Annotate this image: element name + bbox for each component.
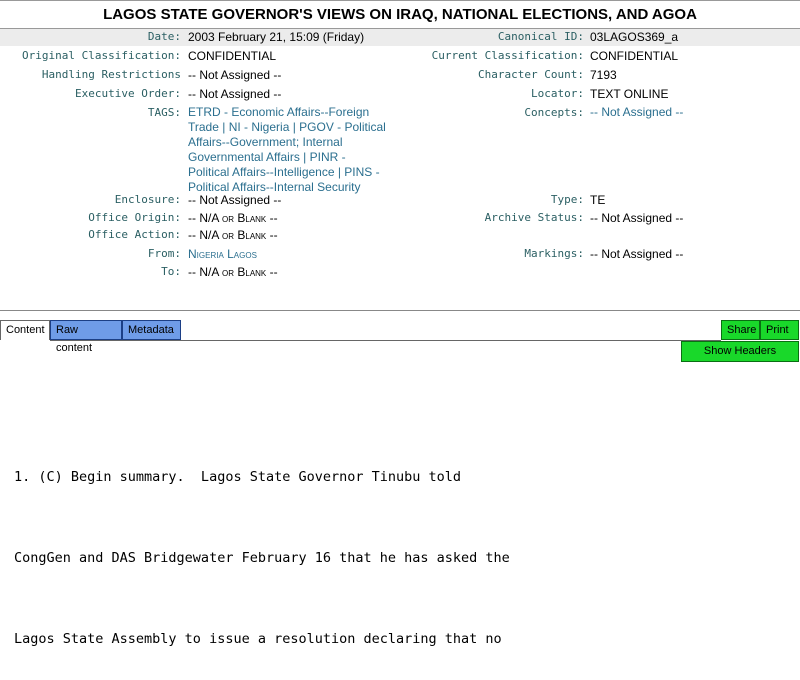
date-value: 2003 February 21, 15:09 (Friday) (188, 30, 365, 44)
executive-order-value: -- Not Assigned -- (188, 87, 282, 101)
office-origin-label: Office Origin: (88, 211, 181, 224)
body-line: 1. (C) Begin summary. Lagos State Governor Tinubu told (14, 469, 462, 485)
office-action-dash-end: -- (269, 228, 278, 242)
executive-order-label: Executive Order: (75, 87, 181, 100)
from-label: From: (147, 247, 181, 260)
markings-label: Markings: (524, 247, 584, 260)
office-action-value (188, 228, 278, 243)
concepts-label: Concepts: (524, 106, 584, 119)
print-button[interactable]: Print (760, 320, 799, 340)
office-action-dash: -- N/A (188, 228, 219, 242)
original-classification-label: Original Classification: (22, 49, 181, 62)
office-action-or: or (222, 228, 235, 242)
from-value[interactable]: Nigeria Lagos (188, 247, 257, 261)
date-label: Date: (147, 30, 181, 43)
tab-raw-content[interactable]: Raw content (50, 320, 122, 340)
tags-line[interactable]: Political Affairs--Intelligence | PINS - (188, 165, 380, 179)
body-line: CongGen and DAS Bridgewater February 16 that he has asked the (14, 550, 510, 566)
tab-metadata[interactable]: Metadata (122, 320, 181, 340)
archive-status-value: -- Not Assigned -- (590, 211, 684, 225)
body-line: Lagos State Assembly to issue a resolution declaring that no (14, 631, 502, 647)
row-office-origin (0, 209, 800, 226)
share-button[interactable]: Share (721, 320, 760, 340)
enclosure-label: Enclosure: (114, 193, 181, 206)
tags-line[interactable]: Affairs--Government; Internal (188, 135, 343, 149)
row-tags (0, 104, 800, 194)
canonical-id-value: 03LAGOS369_a (590, 30, 679, 44)
office-origin-value (188, 211, 278, 226)
tags-line[interactable]: ETRD - Economic Affairs--Foreign (188, 105, 370, 119)
show-headers-button[interactable]: Show Headers (681, 341, 799, 362)
to-or: or (222, 265, 235, 279)
tags-list[interactable] (188, 105, 403, 195)
handling-restrictions-value: -- Not Assigned -- (188, 68, 282, 82)
office-action-blank: Blank (237, 228, 267, 242)
to-label: To: (161, 265, 181, 278)
row-office-action (0, 226, 800, 243)
row-handling (0, 66, 800, 83)
section-divider (0, 310, 800, 311)
to-dash: -- N/A (188, 265, 219, 279)
to-dash-end: -- (269, 265, 278, 279)
current-classification-value: CONFIDENTIAL (590, 49, 679, 63)
row-from (0, 245, 800, 262)
enclosure-value: -- Not Assigned -- (188, 193, 282, 207)
cable-body (14, 410, 794, 680)
tags-line[interactable]: Political Affairs--Internal Security (188, 180, 361, 194)
row-classification (0, 47, 800, 64)
office-origin-dash-end: -- (269, 211, 278, 225)
tags-line[interactable]: Governmental Affairs | PINR - (188, 150, 346, 164)
locator-value: TEXT ONLINE (590, 87, 669, 101)
document-title: LAGOS STATE GOVERNOR'S VIEWS ON IRAQ, NATIONAL ELECTIONS, AND AGOA (0, 0, 800, 29)
tags-label: TAGS: (147, 106, 181, 119)
tab-underline (50, 340, 721, 341)
archive-status-label: Archive Status: (484, 211, 584, 224)
tags-line[interactable]: Trade | NI - Nigeria | PGOV - Political (188, 120, 386, 134)
row-executive-order (0, 85, 800, 102)
markings-value: -- Not Assigned -- (590, 247, 684, 261)
office-origin-blank: Blank (237, 211, 267, 225)
office-origin-or: or (222, 211, 235, 225)
office-action-label: Office Action: (88, 228, 181, 241)
to-blank: Blank (237, 265, 267, 279)
handling-restrictions-label: Handling Restrictions (41, 68, 181, 81)
to-value (188, 265, 278, 280)
row-date (0, 29, 800, 46)
row-enclosure (0, 191, 800, 208)
character-count-label: Character Count: (478, 68, 584, 81)
canonical-id-label: Canonical ID: (497, 30, 584, 43)
locator-label: Locator: (531, 87, 584, 100)
tab-content[interactable]: Content (0, 320, 50, 340)
type-label: Type: (550, 193, 584, 206)
character-count-value: 7193 (590, 68, 617, 82)
type-value: TE (590, 193, 606, 207)
concepts-value[interactable]: -- Not Assigned -- (590, 105, 684, 119)
office-origin-dash: -- N/A (188, 211, 219, 225)
original-classification-value: CONFIDENTIAL (188, 49, 277, 63)
current-classification-label: Current Classification: (431, 49, 584, 62)
row-to (0, 263, 800, 280)
